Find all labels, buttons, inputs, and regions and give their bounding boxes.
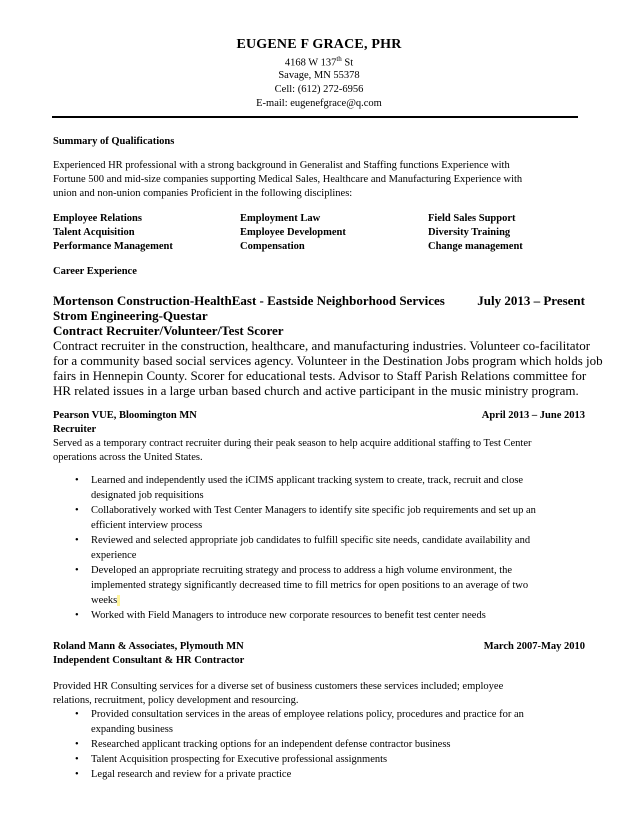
skill-item: Employment Law [240, 213, 321, 224]
summary-line: Experienced HR professional with a strong background in Generalist and Staffing functions Experience with [53, 160, 510, 171]
career-heading: Career Experience [53, 266, 137, 277]
skill-item: Employee Development [240, 227, 346, 238]
list-item: • Reviewed and selected appropriate job candidates to fulfill specific site needs, candidate availability and experience [75, 535, 531, 561]
bullet-icon: • [75, 505, 79, 516]
skill-item: Field Sales Support [428, 213, 516, 224]
skill-item: Performance Management [53, 241, 173, 252]
summary-paragraph [53, 159, 593, 201]
address-line: 4168 W 137th St [284, 55, 354, 69]
bullet-icon: • [75, 565, 79, 576]
job3-dates: March 2007-May 2010 [483, 641, 585, 652]
list-item: • Legal research and review for a private practice [75, 769, 292, 780]
job2-dates: April 2013 – June 2013 [481, 410, 585, 421]
job3-company: Roland Mann & Associates, Plymouth MN [53, 641, 244, 652]
text-cursor-highlight [117, 595, 120, 606]
list-item: • Learned and independently used the iCIMS applicant tracking system to create, track, recruit and close designated job requisitions [75, 475, 524, 501]
job2-bullets [75, 473, 536, 623]
bullet-icon: • [75, 475, 79, 486]
cell-line: Cell: (612) 272-6956 [274, 84, 364, 95]
job1-company-2: Strom Engineering-Questar [53, 308, 208, 323]
job1-description [53, 338, 603, 398]
skill-item: Change management [428, 241, 523, 252]
list-item: • Provided consultation services in the areas of employee relations policy, procedures and practice for an expanding business [75, 709, 524, 735]
bullet-icon: • [75, 769, 79, 780]
list-item: • Developed an appropriate recruiting strategy and process to address a high volume environment, the implemented strategy significantly decreased time to fill metrics for open positions to an average of two weeks [75, 565, 529, 606]
skill-item: Talent Acquisition [53, 227, 135, 238]
job1-title: Contract Recruiter/Volunteer/Test Scorer [53, 323, 284, 338]
job2-company: Pearson VUE, Bloomington MN [53, 410, 197, 421]
list-item: • Collaboratively worked with Test Center Managers to identify site specific job requirements and set up an efficient interview process [75, 505, 536, 531]
job3-title: Independent Consultant & HR Contractor [53, 655, 245, 666]
job1-desc-line: HR related issues in a large urban based church and active participant in the music ministry program. [53, 383, 579, 398]
skills-column-2 [240, 212, 346, 254]
job2-desc-line: Served as a temporary contract recruiter during their peak season to help acquire additional staffing to Test Center [53, 438, 532, 449]
summary-line: Fortune 500 and mid-size companies supporting Medical Sales, Healthcare and Manufacturing Experience with [53, 174, 523, 185]
bullet-icon: • [75, 709, 79, 720]
job2-desc-line: operations across the United States. [53, 452, 203, 463]
job1-desc-line: for a community based social services agency. Volunteer in the Destination Jobs program which holds job [53, 353, 603, 368]
skills-column-3 [428, 212, 523, 254]
email-line: E-mail: eugenefgrace@q.com [256, 98, 382, 109]
list-item: • Worked with Field Managers to introduce new corporate resources to benefit test center needs [75, 610, 486, 621]
skills-column-1 [53, 212, 173, 254]
bullet-icon: • [75, 739, 79, 750]
city-line: Savage, MN 55378 [278, 70, 360, 81]
list-item: • Researched applicant tracking options for an independent defense contractor business [75, 739, 451, 750]
bullet-icon: • [75, 535, 79, 546]
bullet-icon: • [75, 754, 79, 765]
job1-company: Mortenson Construction-HealthEast - Eastside Neighborhood Services [53, 293, 445, 308]
job3-desc-line: relations, recruitment, policy development and resourcing. [53, 695, 299, 706]
job2-title: Recruiter [53, 424, 97, 435]
job1-dates: July 2013 – Present [477, 293, 585, 308]
job1-desc-line: fairs in Hennepin County. Scorer for educational tests. Advisor to Staff Parish Relations committee for [53, 368, 587, 383]
job3-desc-line: Provided HR Consulting services for a diverse set of business customers these services included; employee [53, 681, 504, 692]
bullet-icon: • [75, 610, 79, 621]
skill-item: Diversity Training [428, 227, 511, 238]
candidate-name: EUGENE F GRACE, PHR [236, 37, 402, 52]
job3-description [53, 680, 593, 708]
summary-heading: Summary of Qualifications [53, 136, 175, 147]
skill-item: Compensation [240, 241, 305, 252]
skill-item: Employee Relations [53, 213, 142, 224]
job3-bullets [75, 707, 524, 782]
header-divider [52, 116, 578, 118]
job2-description [53, 437, 593, 465]
list-item: • Talent Acquisition prospecting for Executive professional assignments [75, 754, 388, 765]
job1-desc-line: Contract recruiter in the construction, healthcare, and manufacturing industries. Volunteer co-facilitator [53, 338, 591, 353]
summary-line: union and non-union companies Proficient in the following disciplines: [53, 188, 353, 199]
